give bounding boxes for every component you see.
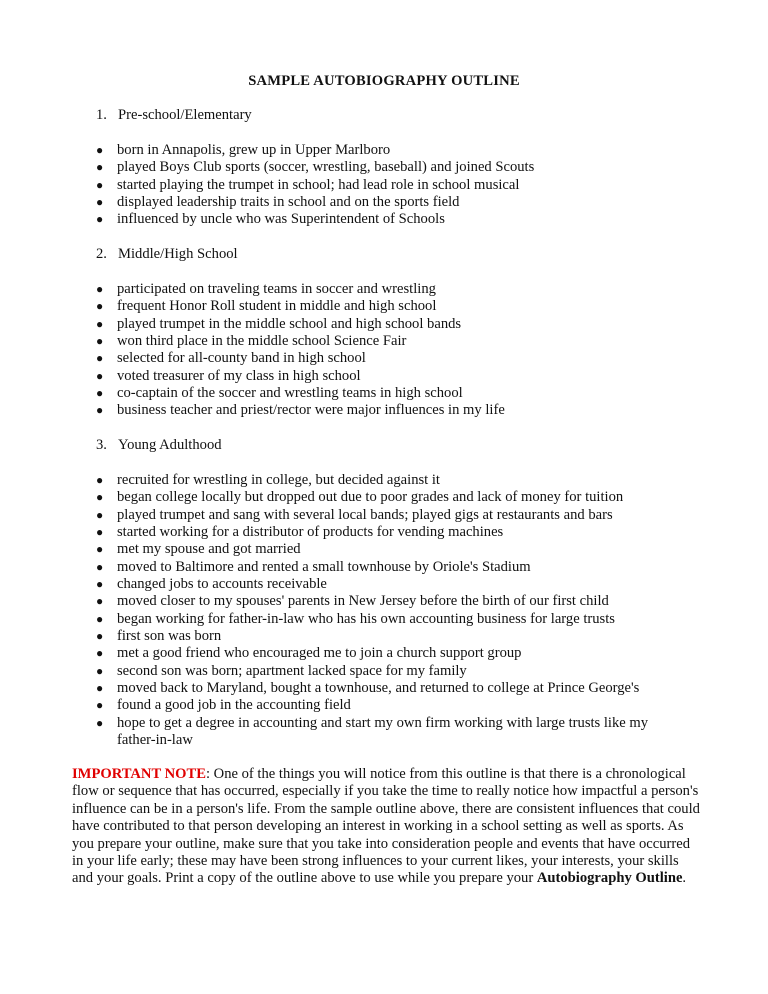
bullet-icon: ● — [96, 403, 104, 418]
list-item: ● changed jobs to accounts receivable — [96, 576, 327, 593]
bullet-icon: ● — [96, 594, 104, 609]
bullet-icon: ● — [96, 542, 104, 557]
bullet-icon: ● — [96, 681, 104, 696]
section-heading-3 — [96, 437, 222, 454]
list-item: ● frequent Honor Roll student in middle and high school — [96, 298, 437, 315]
section-heading-2 — [96, 246, 238, 263]
bullet-icon: ● — [96, 646, 104, 661]
bullet-icon: ● — [96, 282, 104, 296]
section-number: 2. — [96, 246, 107, 262]
bullet-icon: ● — [96, 525, 104, 540]
list-item: ● business teacher and priest/rector were major influences in my life — [96, 402, 505, 419]
bullet-list-2 — [96, 281, 696, 420]
list-item: ● began working for father-in-law who has his own accounting business for large trusts — [96, 610, 615, 627]
list-item: ● played trumpet and sang with several local bands; played gigs at restaurants and bars — [96, 506, 613, 523]
section-number: 3. — [96, 437, 107, 453]
section-title: Pre-school/Elementary — [118, 107, 252, 123]
bullet-icon: ● — [96, 177, 104, 192]
bullet-icon: ● — [96, 473, 104, 487]
bullet-icon: ● — [96, 698, 104, 713]
list-item: ● recruited for wrestling in college, but decided against it — [96, 472, 440, 488]
bullet-icon: ● — [96, 316, 104, 331]
list-item: ● displayed leadership traits in school and on the sports field — [96, 194, 460, 211]
note-label: IMPORTANT NOTE — [72, 766, 206, 782]
section-heading-1 — [96, 107, 252, 124]
list-item: ● found a good job in the accounting field — [96, 697, 351, 714]
list-item: ● played Boys Club sports (soccer, wrestling, baseball) and joined Scouts — [96, 159, 535, 176]
list-item: ● met a good friend who encouraged me to join a church support group — [96, 645, 522, 662]
list-item: ● began college locally but dropped out due to poor grades and lack of money for tuition — [96, 489, 624, 506]
bullet-icon: ● — [96, 160, 104, 175]
bullet-list-3 — [96, 472, 676, 750]
bullet-icon: ● — [96, 143, 104, 157]
bullet-icon: ● — [96, 715, 104, 730]
list-item: ● born in Annapolis, grew up in Upper Marlboro — [96, 142, 391, 158]
bullet-icon: ● — [96, 629, 104, 644]
bullet-icon: ● — [96, 351, 104, 366]
bullet-icon: ● — [96, 507, 104, 522]
list-item: ● selected for all-county band in high school — [96, 350, 366, 367]
list-item: ● moved closer to my spouses' parents in New Jersey before the birth of our first child — [96, 593, 609, 610]
bullet-icon: ● — [96, 212, 104, 227]
list-item: ● second son was born; apartment lacked space for my family — [96, 662, 467, 679]
list-item: ● won third place in the middle school Science Fair — [96, 333, 407, 350]
note-end: . — [682, 870, 687, 887]
bullet-icon: ● — [96, 559, 104, 574]
section-title: Young Adulthood — [118, 437, 222, 453]
section-title: Middle/High School — [118, 246, 238, 262]
list-item: ● moved to Baltimore and rented a small townhouse by Oriole's Stadium — [96, 558, 531, 575]
bullet-icon: ● — [96, 490, 104, 505]
list-item: ● met my spouse and got married — [96, 541, 301, 558]
list-item: ● co-captain of the soccer and wrestling teams in high school — [96, 385, 463, 402]
list-item: ● first son was born — [96, 628, 222, 645]
list-item: ● participated on traveling teams in soccer and wrestling — [96, 281, 436, 297]
important-note — [72, 766, 700, 888]
list-item: ● hope to get a degree in accounting and start my own firm working with large trusts like my father-in-law — [96, 714, 649, 749]
list-item: ● voted treasurer of my class in high school — [96, 367, 361, 384]
bullet-icon: ● — [96, 299, 104, 314]
list-item: ● influenced by uncle who was Superintendent of Schools — [96, 211, 445, 228]
list-item: ● started playing the trumpet in school; had lead role in school musical — [96, 176, 520, 193]
page-title: SAMPLE AUTOBIOGRAPHY OUTLINE — [248, 73, 520, 89]
list-item: ● moved back to Maryland, bought a townhouse, and returned to college at Prince George's — [96, 680, 640, 697]
section-number: 1. — [96, 107, 107, 123]
bullet-icon: ● — [96, 577, 104, 592]
bullet-list-1 — [96, 142, 696, 229]
bullet-icon: ● — [96, 611, 104, 626]
bullet-icon: ● — [96, 195, 104, 210]
bullet-icon: ● — [96, 386, 104, 401]
bullet-icon: ● — [96, 663, 104, 678]
bullet-icon: ● — [96, 368, 104, 383]
bullet-icon: ● — [96, 334, 104, 349]
note-bold-tail: Autobiography Outline — [536, 870, 683, 887]
list-item: ● played trumpet in the middle school and high school bands — [96, 315, 462, 332]
note-body: : One of the things you will notice from this outline is that there is a chronological flow or sequence that has occurred, especially if you take the time to really notice how impactful a person's influence can be in a person's life. From the sample outline above, there are consistent influences that could have contributed to that person developing an interest in working in a school setting as well as sports. As you prepare your outline, make sure that you take into consideration people and events that have occurred in your life early; these may have been strong influences to your current likes, your interests, your skills and your goals. Print a copy of the outline above to use while you prepare your — [72, 766, 700, 887]
list-item: ● started working for a distributor of products for vending machines — [96, 524, 504, 541]
